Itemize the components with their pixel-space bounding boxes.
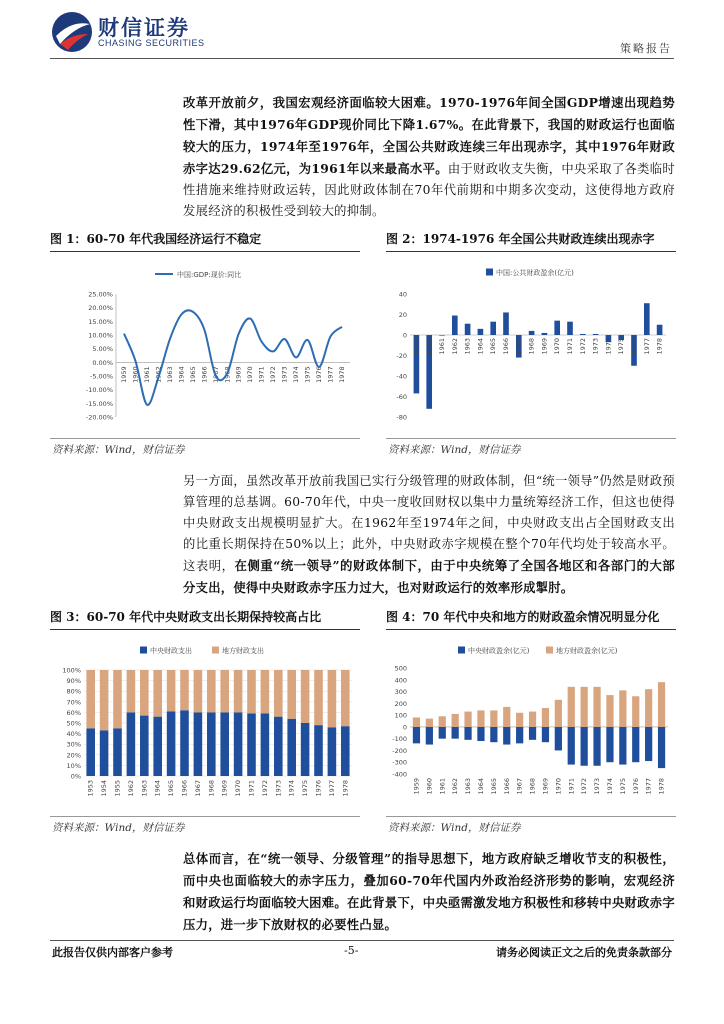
fig4-ytick-label: -100: [392, 735, 407, 744]
fig3-xtick-label: 1965: [167, 780, 176, 797]
fig2-xtick-label: 1966: [502, 338, 510, 355]
fig4-bar-central: [452, 727, 459, 739]
fig3-bar-local: [100, 670, 109, 730]
fig4-xtick-label: 1975: [618, 778, 627, 795]
fig4-bar-central: [542, 727, 549, 742]
fig2-xtick-label: 1965: [489, 338, 498, 355]
fig4-xtick-label: 1964: [476, 778, 485, 795]
fig1-frame: [50, 251, 360, 439]
fig3-xtick-label: 1964: [153, 780, 162, 797]
fig2-ytick-label: 40: [398, 290, 407, 299]
fig4-xtick-label: 1961: [438, 778, 447, 795]
fig2-bar: [644, 303, 650, 335]
fig3-xtick-label: 1970: [234, 780, 243, 797]
fig1-ytick-label: -15.00%: [85, 399, 113, 408]
fig2-xtick-label: 1961: [438, 338, 446, 355]
fig4-bar-central: [606, 727, 613, 762]
fig3-bar-local: [113, 670, 122, 728]
company-name-en: CHASING SECURITIES: [98, 38, 205, 48]
page-number: -5-: [344, 944, 359, 957]
paragraph-1: [183, 92, 675, 222]
fig1-series-line: [124, 310, 342, 405]
fig4-bar-central: [477, 727, 484, 741]
fig4-bar-central: [426, 727, 433, 745]
fig2-bar: [503, 312, 509, 335]
fig3-ytick-label: 40%: [66, 730, 81, 739]
fig4-bar-local: [606, 695, 613, 727]
fig4-xtick-label: 1959: [412, 778, 421, 795]
fig3-bar-local: [301, 670, 310, 723]
paragraph-1-normal: 由于财政收支失衡，中央采取了各类临时性措施来维持财政运转，因此财政体制在70年代前期和中期多次变动，这使得地方政府发展经济的积极性受到较大的抑制。: [183, 162, 676, 218]
fig3-ytick-label: 30%: [66, 740, 81, 749]
company-name-cn: 财信证券: [98, 16, 190, 40]
fig1-xtick-label: 1968: [223, 366, 232, 383]
fig1-ytick-label: 10.00%: [88, 331, 113, 340]
fig2-chart: [386, 252, 676, 438]
fig1-ytick-label: 0.00%: [92, 358, 113, 367]
fig4-xtick-label: 1965: [489, 778, 498, 795]
fig2-legend-swatch: [486, 269, 493, 276]
fig3-ytick-label: 0%: [70, 772, 81, 781]
fig4-ytick-label: -200: [392, 746, 407, 755]
fig4-bar-local: [503, 707, 510, 727]
fig2-ytick-label: -20: [396, 352, 407, 360]
fig3-legend-swatch: [140, 647, 147, 654]
fig4-bar-central: [632, 727, 639, 762]
fig3-xtick-label: 1975: [301, 780, 310, 797]
paragraph-3: [183, 848, 675, 936]
fig2-title: 图 2：1974-1976 年全国公共财政连续出现赤字: [386, 232, 655, 246]
fig3-bar-local: [86, 670, 95, 728]
fig4-bar-central: [593, 727, 600, 766]
footer-right: 请务必阅读正文之后的免责条款部分: [496, 946, 672, 959]
fig1-xtick-label: 1965: [188, 366, 197, 383]
paragraph-3-bold: 总体而言，在“统一领导、分级管理”的指导思想下，地方政府缺乏增收节支的积极性，而中央也面临较大的赤字压力，叠加60-70年代国内外政治经济形势的影响，宏观经济和财政运行均面临较大困难。在此背景下，中央亟需激发地方积极性和移转中央财政赤字压力，进一步下放财权的必要性凸显。: [183, 851, 675, 932]
fig1-ytick-label: 20.00%: [88, 304, 113, 313]
fig4-bar-local: [555, 700, 562, 727]
fig3-ytick-label: 80%: [66, 687, 81, 696]
fig4-source: 资料来源：Wind，财信证券: [388, 822, 521, 834]
fig2-ytick-label: 0: [402, 331, 407, 340]
fig2-xtick-label: 1959: [412, 338, 421, 355]
fig2-ytick-label: -40: [396, 372, 407, 381]
fig4-bar-central: [555, 727, 562, 751]
fig1-source: 资料来源：Wind，财信证券: [52, 444, 185, 456]
fig4-ytick-label: 200: [394, 699, 407, 708]
fig4-bar-local: [568, 687, 575, 727]
fig4-bar-local: [439, 716, 446, 727]
fig4-bar-central: [490, 727, 497, 742]
fig4-ytick-label: 400: [394, 676, 407, 685]
fig3-ytick-label: 20%: [66, 751, 81, 760]
fig3-bar-central: [86, 728, 95, 776]
fig4-bar-central: [619, 727, 626, 765]
fig2-xtick-label: 1972: [578, 338, 587, 355]
fig3-bar-local: [341, 670, 350, 726]
fig4-legend-swatch: [546, 647, 553, 654]
fig3-ytick-label: 50%: [66, 719, 81, 728]
fig2-bar: [554, 321, 560, 335]
fig2-frame: [386, 251, 676, 439]
fig4-legend-swatch: [458, 647, 465, 654]
fig3-xtick-label: 1976: [314, 780, 323, 797]
fig2-bar: [439, 335, 445, 336]
fig3-bar-central: [140, 716, 149, 776]
fig3-bar-central: [301, 723, 310, 776]
fig3-bar-central: [167, 711, 176, 776]
fig4-ytick-label: 300: [394, 688, 407, 697]
paragraph-2-normal: 另一方面，虽然改革开放前我国已实行分级管理的财政体制，但“统一领导”仍然是财政预算管理的总基调。60-70年代，中央一度收回财权以集中力量统筹经济工作，但这也使得中央财政支出规模明显扩大。在1962年至1974年之间，中央财政支出占全国财政支出的比重长期保持在50%以上；此外，中央财政赤字规模在整个70年代均处于较高水平。这表明，: [183, 474, 675, 573]
fig1-xtick-label: 1959: [120, 366, 128, 383]
fig3-bar-local: [180, 670, 189, 710]
fig3-bar-central: [314, 725, 323, 776]
fig3-bar-central: [100, 730, 109, 776]
fig3-bar-central: [287, 719, 296, 776]
fig1-xtick-label: 1972: [269, 366, 278, 383]
fig4-title: 图 4：70 年代中央和地方的财政盈余情况明显分化: [386, 610, 660, 624]
fig3-bar-local: [194, 670, 203, 712]
fig1-xtick-label: 1966: [200, 366, 209, 383]
fig3-xtick-label: 1967: [193, 780, 202, 797]
fig4-bar-local: [529, 712, 536, 727]
fig4-xtick-label: 1969: [541, 778, 550, 795]
fig4-xtick-label: 1978: [657, 778, 666, 795]
fig4-xtick-label: 1976: [631, 778, 640, 795]
fig4-bar-local: [477, 710, 484, 726]
fig3-bar-local: [234, 670, 243, 712]
fig4-xtick-label: 1971: [567, 778, 576, 795]
fig4-xtick-label: 1968: [528, 778, 537, 795]
fig3-bar-local: [261, 670, 270, 713]
fig4-bar-central: [645, 727, 652, 761]
fig4-xtick-label: 1973: [593, 778, 602, 795]
fig3-xtick-label: 1978: [341, 780, 350, 797]
fig1-xtick-label: 1975: [303, 366, 312, 383]
fig3-bar-local: [220, 670, 229, 712]
paragraph-1-bold: 改革开放前夕，我国宏观经济面临较大困难。1970-1976年间全国GDP增速出现趋势性下滑，其中1976年GDP现价同比下降1.67%。在此背景下，我国的财政运行也面临较大的压力，1974年至1976年，全国公共财政连续三年出现赤字，其中1976年财政赤字达29.62亿元，为1961年以来最高水平。: [183, 95, 675, 176]
fig3-bar-central: [194, 712, 203, 776]
fig4-bar-local: [490, 710, 497, 726]
fig3-bar-local: [153, 670, 162, 717]
fig1-xtick-label: 1977: [326, 366, 335, 383]
fig3-chart: [50, 630, 360, 816]
fig4-bar-local: [452, 714, 459, 727]
fig3-legend-swatch: [212, 647, 219, 654]
fig4-bar-central: [516, 727, 523, 743]
fig4-bar-local: [542, 708, 549, 727]
fig4-xtick-label: 1960: [425, 778, 434, 795]
fig2-bar: [542, 333, 548, 335]
fig3-xtick-label: 1954: [100, 780, 109, 797]
fig3-bar-central: [153, 717, 162, 776]
fig4-bar-central: [413, 727, 420, 743]
fig3-xtick-label: 1955: [113, 780, 122, 797]
fig2-legend-label: 中国:公共财政盈余(亿元): [496, 269, 574, 277]
fig1-ytick-label: -5.00%: [90, 372, 113, 381]
paragraph-2: [183, 471, 675, 599]
fig3-bar-central: [127, 712, 136, 776]
fig4-legend-label: 中央财政盈余(亿元): [468, 647, 530, 655]
fig3-bar-central: [113, 728, 122, 776]
fig1-ytick-label: -20.00%: [85, 413, 113, 422]
fig2-xtick-label: 1970: [553, 338, 562, 355]
fig2-bar: [452, 316, 458, 335]
fig2-xtick-label: 1967: [514, 338, 523, 355]
header-divider: [50, 58, 674, 59]
fig3-xtick-label: 1974: [287, 780, 296, 797]
fig2-ytick-label: -60: [396, 393, 407, 401]
fig1-ytick-label: 25.00%: [88, 290, 113, 299]
fig3-legend-label: 中央财政支出: [150, 647, 192, 655]
fig4-bar-local: [658, 682, 665, 727]
fig3-bar-local: [274, 670, 283, 717]
fig2-ytick-label: -80: [396, 413, 407, 422]
fig4-xtick-label: 1972: [580, 778, 589, 795]
fig3-bar-central: [207, 712, 216, 776]
fig2-xtick-label: 1976: [630, 338, 638, 355]
fig2-xtick-label: 1975: [617, 338, 626, 355]
fig3-title: 图 3：60-70 年代中央财政支出长期保持较高占比: [50, 610, 322, 624]
fig1-ytick-label: 5.00%: [92, 345, 113, 354]
fig3-bar-central: [261, 713, 270, 776]
fig1-xtick-label: 1978: [338, 366, 346, 383]
fig1-xtick-label: 1970: [246, 366, 255, 383]
fig4-bar-central: [529, 727, 536, 740]
fig1-xtick-label: 1969: [234, 366, 243, 383]
fig2-bar: [529, 331, 535, 335]
fig2-xtick-label: 1974: [604, 338, 613, 355]
fig4-xtick-label: 1966: [502, 778, 511, 795]
fig1-ytick-label: -10.00%: [85, 386, 113, 395]
fig3-bar-local: [287, 670, 296, 719]
fig4-bar-central: [568, 727, 575, 765]
fig4-bar-central: [581, 727, 588, 766]
fig4-bar-local: [632, 696, 639, 727]
fig4-bar-local: [581, 687, 588, 727]
fig4-ytick-label: -300: [392, 758, 407, 767]
fig2-ytick-label: 20: [398, 311, 407, 319]
fig4-xtick-label: 1962: [451, 778, 460, 795]
fig2-xtick-label: 1962: [450, 338, 459, 355]
fig4-bar-local: [593, 687, 600, 727]
fig3-ytick-label: 70%: [66, 698, 81, 707]
fig3-xtick-label: 1963: [140, 780, 149, 797]
fig2-xtick-label: 1971: [566, 338, 574, 355]
fig3-bar-local: [314, 670, 323, 725]
fig1-xtick-label: 1974: [292, 366, 301, 383]
fig2-xtick-label: 1977: [642, 338, 651, 355]
fig1-xtick-label: 1973: [280, 366, 289, 383]
fig3-bar-central: [220, 712, 229, 776]
fig3-xtick-label: 1968: [207, 780, 216, 797]
report-type: 策略报告: [620, 42, 672, 55]
fig4-ytick-label: -400: [392, 770, 407, 779]
fig1-legend-label: 中国:GDP:现价:同比: [177, 271, 242, 279]
fig3-bar-central: [341, 726, 350, 776]
fig2-xtick-label: 1978: [655, 338, 664, 355]
fig4-bar-local: [516, 713, 523, 727]
fig3-xtick-label: 1966: [180, 780, 189, 797]
fig3-xtick-label: 1953: [86, 780, 95, 797]
fig3-ytick-label: 10%: [66, 761, 81, 770]
fig4-chart: [386, 630, 676, 816]
fig4-xtick-label: 1977: [644, 778, 653, 795]
fig4-bar-central: [658, 727, 665, 768]
fig3-bar-local: [140, 670, 149, 716]
fig2-bar: [657, 325, 663, 335]
fig3-bar-local: [328, 670, 337, 727]
fig3-ytick-label: 90%: [66, 677, 81, 686]
footer-divider: [50, 940, 674, 941]
fig3-bar-local: [207, 670, 216, 712]
fig1-title: 图 1：60-70 年代我国经济运行不稳定: [50, 232, 262, 246]
fig3-source: 资料来源：Wind，财信证券: [52, 822, 185, 834]
fig3-ytick-label: 60%: [66, 708, 81, 717]
fig3-xtick-label: 1969: [220, 780, 229, 797]
fig1-xtick-label: 1967: [211, 366, 220, 383]
fig3-xtick-label: 1977: [327, 780, 336, 797]
fig2-xtick-label: 1973: [591, 338, 600, 355]
fig4-bar-central: [439, 727, 446, 739]
fig2-bar: [490, 322, 496, 335]
fig3-xtick-label: 1971: [247, 780, 256, 797]
fig3-bar-central: [274, 717, 283, 776]
fig2-bar: [478, 329, 484, 335]
fig4-ytick-label: 0: [402, 723, 407, 732]
fig2-bar: [580, 334, 586, 335]
fig4-xtick-label: 1970: [554, 778, 563, 795]
fig4-ytick-label: 100: [394, 711, 407, 720]
fig3-frame: [50, 629, 360, 817]
company-logo-icon: [50, 10, 94, 54]
fig3-xtick-label: 1972: [260, 780, 269, 797]
fig1-xtick-label: 1963: [165, 366, 174, 383]
fig3-bar-local: [247, 670, 256, 713]
fig3-xtick-label: 1962: [126, 780, 135, 797]
fig4-ytick-label: 500: [394, 664, 407, 673]
fig4-bar-local: [464, 712, 471, 727]
fig2-xtick-label: 1964: [476, 338, 485, 355]
fig2-xtick-label: 1969: [540, 338, 549, 355]
fig2-xtick-label: 1968: [527, 338, 536, 355]
fig1-xtick-label: 1964: [177, 366, 186, 383]
fig2-xtick-label: 1960: [425, 338, 434, 355]
fig4-bar-local: [426, 719, 433, 727]
fig4-frame: [386, 629, 676, 817]
fig4-bar-local: [413, 717, 420, 726]
fig3-xtick-label: 1973: [274, 780, 283, 797]
fig4-bar-local: [645, 689, 652, 727]
fig1-chart: [50, 252, 360, 438]
fig3-bar-local: [127, 670, 136, 712]
fig1-xtick-label: 1971: [257, 366, 266, 383]
fig4-xtick-label: 1967: [515, 778, 524, 795]
fig1-ytick-label: 15.00%: [88, 317, 113, 326]
fig2-bar: [567, 322, 573, 335]
fig3-bar-central: [180, 710, 189, 776]
fig3-bar-central: [328, 727, 337, 776]
fig3-legend-label: 地方财政支出: [222, 647, 264, 655]
fig2-bar: [465, 324, 471, 335]
fig2-source: 资料来源：Wind，财信证券: [388, 444, 521, 456]
footer-left: 此报告仅供内部客户参考: [52, 946, 173, 959]
fig4-xtick-label: 1963: [464, 778, 473, 795]
fig4-bar-central: [464, 727, 471, 740]
fig2-xtick-label: 1963: [463, 338, 472, 355]
paragraph-2-bold: 在侧重“统一领导”的财政体制下，由于中央统筹了全国各地区和各部门的大部分支出，使得中央财政赤字压力过大，也对财政运行的效率形成掣肘。: [183, 558, 675, 595]
fig3-bar-central: [247, 713, 256, 776]
fig4-bar-local: [619, 690, 626, 727]
fig3-bar-central: [234, 712, 243, 776]
fig4-legend-label: 地方财政盈余(亿元): [556, 647, 618, 655]
fig3-bar-local: [167, 670, 176, 711]
fig1-xtick-label: 1962: [154, 366, 163, 383]
fig1-xtick-label: 1960: [131, 366, 140, 383]
fig4-xtick-label: 1974: [605, 778, 614, 795]
fig1-xtick-label: 1961: [142, 366, 151, 383]
fig1-xtick-label: 1976: [315, 366, 324, 383]
fig3-ytick-label: 100%: [62, 666, 81, 675]
fig4-bar-central: [503, 727, 510, 745]
fig2-bar: [593, 334, 599, 335]
